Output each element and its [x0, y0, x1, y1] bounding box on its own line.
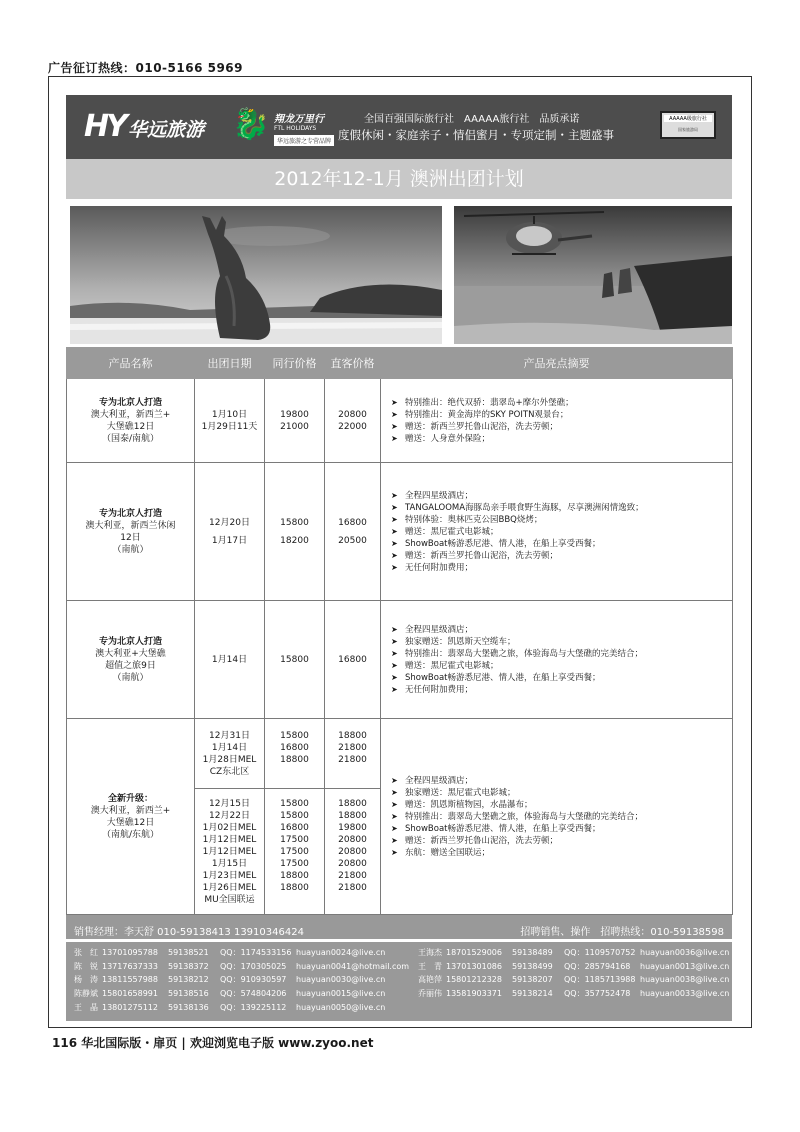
departure-date: 1月12日MEL [202, 846, 257, 857]
retail-price-cell [325, 463, 381, 601]
highlight-item: ➤ 无任何附加费用； [391, 562, 726, 574]
list-item: 高艳萍 15801212328 59138207 QQ：1185713988 huayuan0038@live.cn [418, 975, 730, 985]
partner-brand-en: FTL HOLIDAYS [274, 125, 317, 132]
aaaaa-badge [660, 111, 716, 139]
product-name-line: 12日 [120, 532, 141, 543]
highlight-item: ➤ 特别推出：翡翠岛大堡礁之旅，体验海岛与大堡礁的完美结合； [391, 648, 726, 660]
highlights-cell [381, 463, 733, 601]
departure-date: 1月15日 [211, 858, 248, 869]
trade-price-cell [265, 379, 325, 463]
col-header-date: 出团日期 [195, 348, 265, 379]
departure-date: 1月10日 [211, 409, 248, 420]
departure-date: 1月14日 [211, 742, 248, 753]
trade-price: 15800 [280, 810, 309, 821]
departure-date: 1月12日MEL [202, 834, 257, 845]
product-name-line: 澳大利亚，新西兰+ [90, 409, 171, 420]
partner-tag: 华远旅游之专营品牌 [274, 135, 334, 146]
highlight-item: ➤ 特别推出：绝代双骄：翡翠岛+摩尔外堡礁； [391, 397, 726, 409]
trade-price-cell [265, 719, 325, 789]
retail-price-cell [325, 601, 381, 719]
product-name-line: （南航/东航） [101, 829, 160, 840]
trade-price: 17500 [280, 846, 309, 857]
product-tagline: 专为北京人打造 [98, 636, 162, 647]
badge-text: AAAAA级旅行社 [664, 115, 712, 122]
retail-price: 18800 [338, 730, 367, 741]
trade-price: 15800 [280, 730, 309, 741]
retail-price: 21800 [338, 754, 367, 765]
departure-date: 1月28日MEL [202, 754, 257, 765]
retail-price-cell [325, 789, 381, 915]
product-name-line: 超值之旅9日 [105, 660, 156, 671]
highlights-cell [381, 379, 733, 463]
trade-price: 18800 [280, 882, 309, 893]
col-header-highlights: 产品亮点摘要 [381, 348, 733, 379]
departure-date: CZ东北区 [209, 766, 250, 777]
highlight-item: ➤ 赠送：凯恩斯植物园，水晶瀑布； [391, 799, 726, 811]
departure-date: 12月20日 [209, 517, 250, 528]
highlight-item: ➤ 全程四星级酒店； [391, 624, 726, 636]
table-row [67, 719, 733, 789]
photo-strip [66, 206, 732, 344]
product-tagline: 专为北京人打造 [98, 508, 162, 519]
departure-date: 12月15日 [209, 798, 250, 809]
highlight-item: ➤ 特别推出：翡翠岛大堡礁之旅，体验海岛与大堡礁的完美结合； [391, 811, 726, 823]
highlight-item: ➤ 全程四星级酒店； [391, 490, 726, 502]
trade-price-cell [265, 789, 325, 915]
table-row [67, 463, 733, 601]
departure-date: 1月14日 [211, 654, 248, 665]
highlight-item: ➤ 独家赠送：凯恩斯天空缆车； [391, 636, 726, 648]
partner-brand: 翔龙万里行 [274, 114, 324, 125]
table-header-row [67, 348, 733, 379]
kangaroo-beach-photo [70, 206, 442, 344]
departure-date: 1月02日MEL [202, 822, 257, 833]
flyer [66, 95, 732, 1021]
departure-dates-cell [195, 601, 265, 719]
retail-price: 21800 [338, 870, 367, 881]
highlight-item: ➤ 全程四星级酒店； [391, 775, 726, 787]
col-header-product: 产品名称 [67, 348, 195, 379]
retail-price: 16800 [338, 654, 367, 665]
trade-price: 19800 [280, 409, 309, 420]
departure-date: 1月23日MEL [202, 870, 257, 881]
highlight-item: ➤ 赠送：新西兰罗托鲁山泥浴，洗去劳顿； [391, 421, 726, 433]
departure-date: 1月17日 [211, 535, 248, 546]
trade-price: 18800 [280, 870, 309, 881]
highlight-item: ➤ 赠送：黑尼霍式电影城； [391, 526, 726, 538]
retail-price-cell [325, 379, 381, 463]
product-name-line: 澳大利亚，新西兰休闲 [85, 520, 176, 531]
trade-price: 15800 [280, 654, 309, 665]
trade-price: 15800 [280, 517, 309, 528]
highlight-item: ➤ ShowBoat畅游悉尼港、情人港，在船上享受西餐； [391, 672, 726, 684]
list-item: 王 青 13701301086 59138499 QQ：285794168 huayuan0013@live.cn [418, 961, 730, 971]
departure-date: 12月31日 [209, 730, 250, 741]
list-item: 王 晶 13801275112 59138136 QQ：139225112 huayuan0050@live.cn [74, 1002, 386, 1012]
list-item: 乔丽伟 13581903371 59138214 QQ：357752478 huayuan0033@live.cn [418, 989, 730, 999]
product-name-line: （国泰/南航） [101, 433, 160, 444]
trade-price: 17500 [280, 858, 309, 869]
retail-price: 20800 [338, 846, 367, 857]
product-name-line: （南航） [112, 544, 149, 555]
table-row [67, 379, 733, 463]
page-footer: 116 华北国际版・扉页 | 欢迎浏览电子版 www.zyoo.net [52, 1036, 374, 1050]
retail-price-cell [325, 719, 381, 789]
table-row [67, 601, 733, 719]
departure-dates-cell [195, 719, 265, 789]
departure-dates-cell [195, 379, 265, 463]
departure-date: 12月22日 [209, 810, 250, 821]
col-header-retail-price: 直客价格 [325, 348, 381, 379]
sales-manager: 销售经理：李天舒 010-59138413 13910346424 [74, 927, 304, 938]
retail-price: 20800 [338, 834, 367, 845]
departure-dates-cell [195, 463, 265, 601]
product-name-line: （南航） [112, 672, 149, 683]
product-tagline: 专为北京人打造 [98, 397, 162, 408]
highlight-item: ➤ ShowBoat畅游悉尼港、情人港，在船上享受西餐； [391, 538, 726, 550]
departure-date: 1月29日11天 [201, 421, 258, 432]
trade-price: 21000 [280, 421, 309, 432]
retail-price: 22000 [338, 421, 367, 432]
retail-price: 18800 [338, 798, 367, 809]
highlight-item: ➤ 无任何附加费用； [391, 684, 726, 696]
dragon-mascot-icon: 🐉 [232, 107, 270, 142]
retail-price: 18800 [338, 810, 367, 821]
retail-price: 20800 [338, 858, 367, 869]
highlight-item: ➤ 赠送：新西兰罗托鲁山泥浴，洗去劳顿； [391, 835, 726, 847]
product-name-line: 大堡礁12日 [106, 817, 155, 828]
trade-price: 16800 [280, 822, 309, 833]
list-item: 杨 涛 13811557988 59138212 QQ：910930597 huayuan0030@live.cn [74, 975, 386, 985]
retail-price: 21800 [338, 742, 367, 753]
departure-dates-cell [195, 789, 265, 915]
slogan-line-2: 度假休闲・家庭亲子・情侣蜜月・专项定制・主题盛事 [338, 128, 614, 142]
trade-price-cell [265, 463, 325, 601]
trade-price: 17500 [280, 834, 309, 845]
highlights-cell [381, 719, 733, 915]
ad-hotline: 广告征订热线：010-5166 5969 [48, 61, 244, 75]
departure-date: MU全国联运 [204, 894, 255, 905]
slogan-line-1: 全国百强国际旅行社 AAAAA旅行社 品质承诺 [364, 114, 580, 125]
highlight-item: ➤ 赠送：人身意外保险； [391, 433, 726, 445]
product-name-cell [67, 601, 195, 719]
retail-price: 16800 [338, 517, 367, 528]
product-name-cell [67, 463, 195, 601]
product-name-line: 大堡礁12日 [106, 421, 155, 432]
product-name-line: 澳大利亚+大堡礁 [95, 648, 166, 659]
trade-price: 18200 [280, 535, 309, 546]
departure-date: 1月26日MEL [202, 882, 257, 893]
col-header-trade-price: 同行价格 [265, 348, 325, 379]
trade-price: 16800 [280, 742, 309, 753]
badge-subtext: 国家旅游局 [678, 127, 698, 132]
product-table [66, 347, 733, 915]
helicopter-coast-photo [454, 206, 732, 344]
contact-list-right [418, 946, 729, 1001]
highlight-item: ➤ 特别推出：黄金海岸的SKY POITN观景台； [391, 409, 726, 421]
product-name-cell [67, 379, 195, 463]
highlight-item: ➤ 独家赠送：黑尼霍式电影城； [391, 787, 726, 799]
contact-list-left [74, 946, 409, 1015]
retail-price: 21800 [338, 882, 367, 893]
trade-price: 15800 [280, 798, 309, 809]
highlight-item: ➤ 东航：赠送全国联运； [391, 847, 726, 859]
recruit-hotline: 招聘销售、操作 招聘热线：010-59138598 [520, 927, 724, 938]
retail-price: 20800 [338, 409, 367, 420]
product-name-cell [67, 719, 195, 915]
retail-price: 20500 [338, 535, 367, 546]
huayuan-logo-icon: HY [84, 109, 125, 144]
contact-panel [66, 915, 732, 1021]
highlight-item: ➤ ShowBoat畅游悉尼港、情人港，在船上享受西餐； [391, 823, 726, 835]
highlight-item: ➤ 特别体验：奥林匹克公园BBQ烧烤； [391, 514, 726, 526]
list-item: 陈 锐 13717637333 59138372 QQ：170305025 huayuan0041@hotmail.com [74, 961, 410, 971]
highlight-item: ➤ TANGALOOMA海豚岛亲手喂食野生海豚，尽享澳洲闲情逸致； [391, 502, 726, 514]
highlight-item: ➤ 赠送：黑尼霍式电影城； [391, 660, 726, 672]
trade-price: 18800 [280, 754, 309, 765]
list-item: 陈静斌 15801658991 59138516 QQ：574804206 huayuan0015@live.cn [74, 989, 386, 999]
page-title: 2012年12-1月 澳洲出团计划 [66, 159, 732, 200]
list-item: 张 红 13701095788 59138521 QQ：1174533156 huayuan0024@live.cn [74, 948, 386, 957]
header-banner [66, 95, 732, 159]
trade-price-cell [265, 601, 325, 719]
product-tagline: 全新升级： [107, 793, 153, 804]
product-name-line: 澳大利亚，新西兰+ [90, 805, 171, 816]
highlights-cell [381, 601, 733, 719]
retail-price: 19800 [338, 822, 367, 833]
brand-name: 华远旅游 [128, 119, 205, 141]
list-item: 王海杰 18701529006 59138489 QQ：1109570752 huayuan0036@live.cn [418, 948, 730, 957]
divider [66, 939, 732, 942]
highlight-item: ➤ 赠送：新西兰罗托鲁山泥浴，洗去劳顿； [391, 550, 726, 562]
